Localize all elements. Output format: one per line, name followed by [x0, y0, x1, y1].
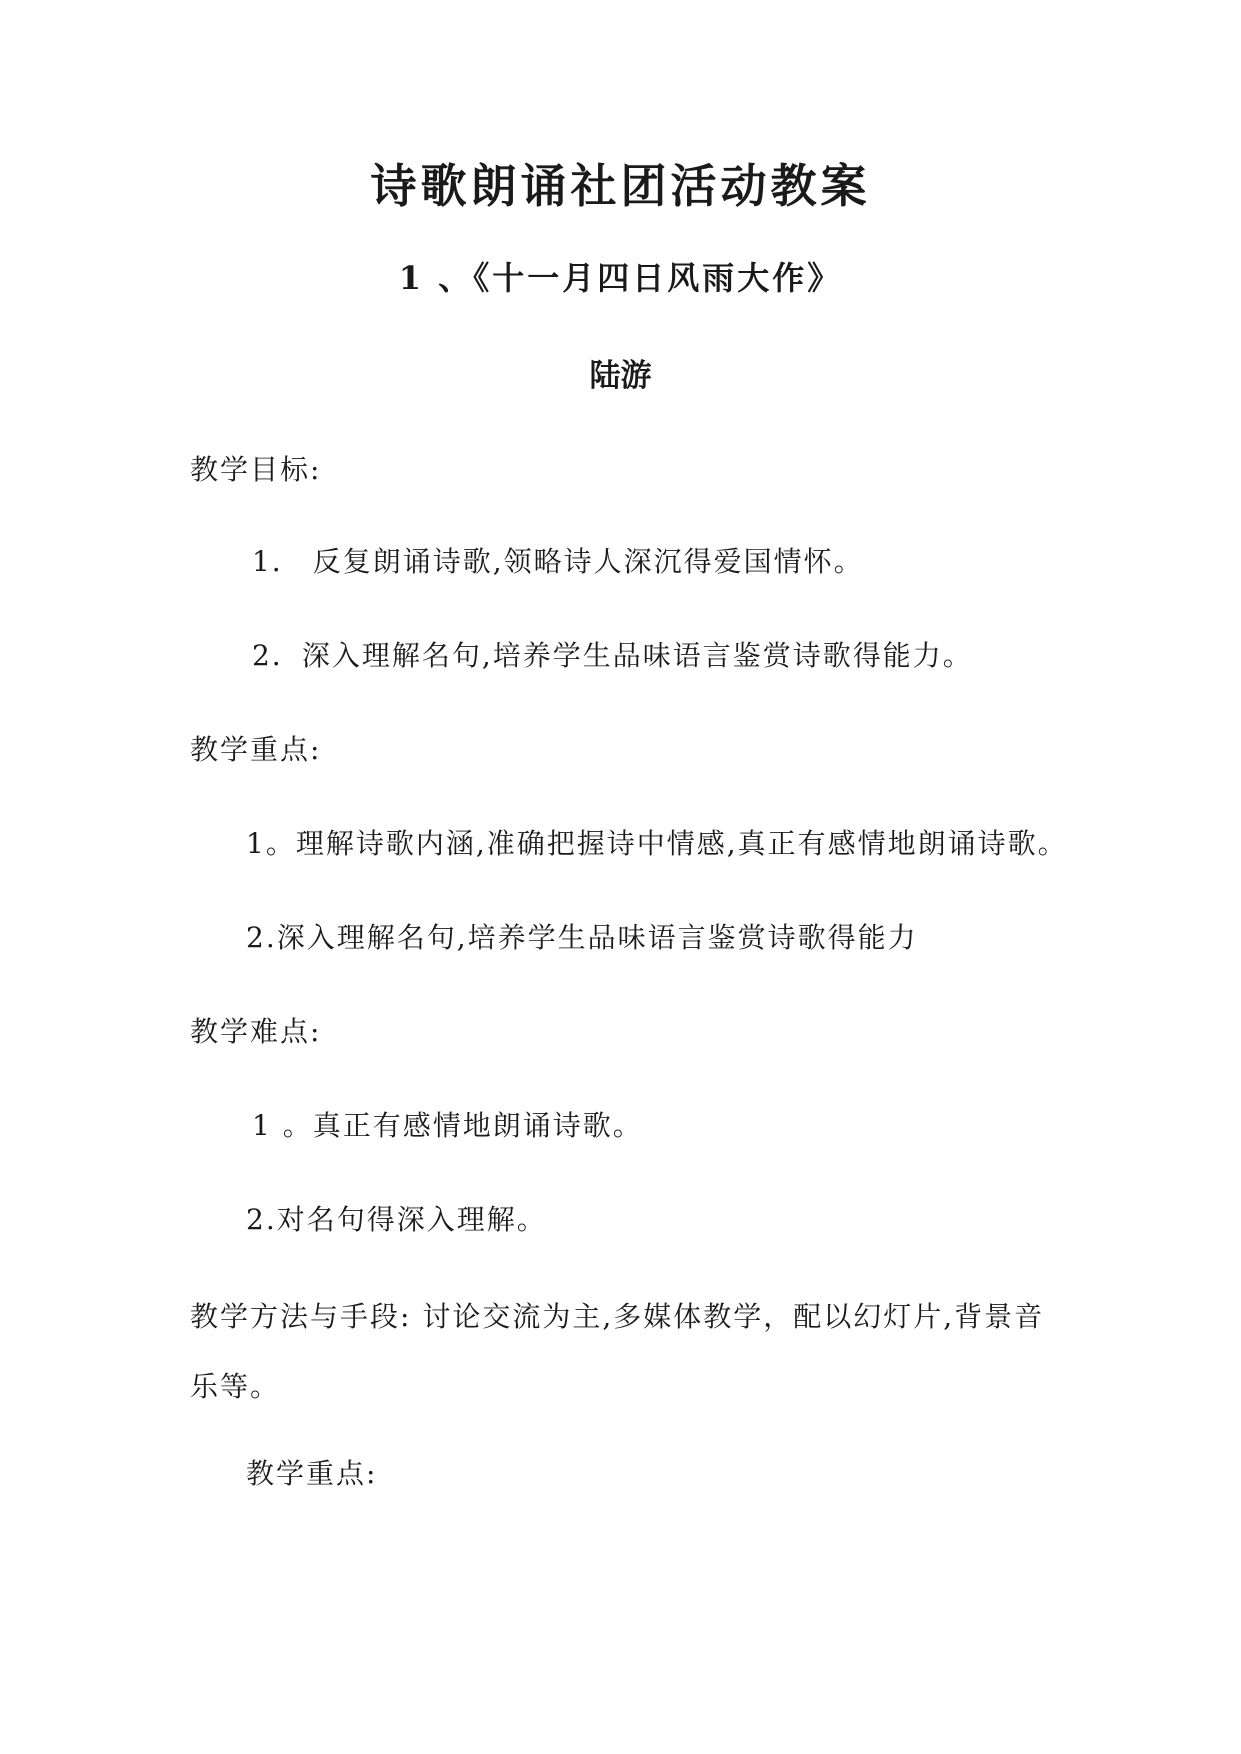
author-name: 陆游: [589, 358, 652, 394]
key-point-item-1: 1。理解诗歌内涵,准确把握诗中情感,真正有感情地朗诵诗歌。: [246, 827, 1068, 860]
document-title: 诗歌朗诵社团活动教案: [370, 159, 871, 213]
objectives-heading: 教学目标:: [190, 453, 322, 486]
difficulties-heading: 教学难点:: [190, 1015, 322, 1048]
difficulty-item-1: 1 。真正有感情地朗诵诗歌。: [252, 1109, 643, 1142]
key-points-heading-repeat: 教学重点:: [246, 1457, 378, 1490]
objective-item-1: 1． 反复朗诵诗歌,领略诗人深沉得爱国情怀。: [252, 545, 864, 578]
lesson-heading: 1 、《十一月四日风雨大作》: [398, 259, 843, 297]
key-points-heading: 教学重点:: [190, 733, 322, 766]
key-point-item-2: 2.深入理解名句,培养学生品味语言鉴赏诗歌得能力: [246, 921, 918, 954]
difficulty-item-2: 2.对名句得深入理解。: [246, 1203, 547, 1236]
objective-item-2: 2．深入理解名句,培养学生品味语言鉴赏诗歌得能力。: [252, 639, 973, 672]
teaching-methods: 教学方法与手段: 讨论交流为主,多媒体教学，配以幻灯片,背景音乐等。: [190, 1300, 1045, 1403]
